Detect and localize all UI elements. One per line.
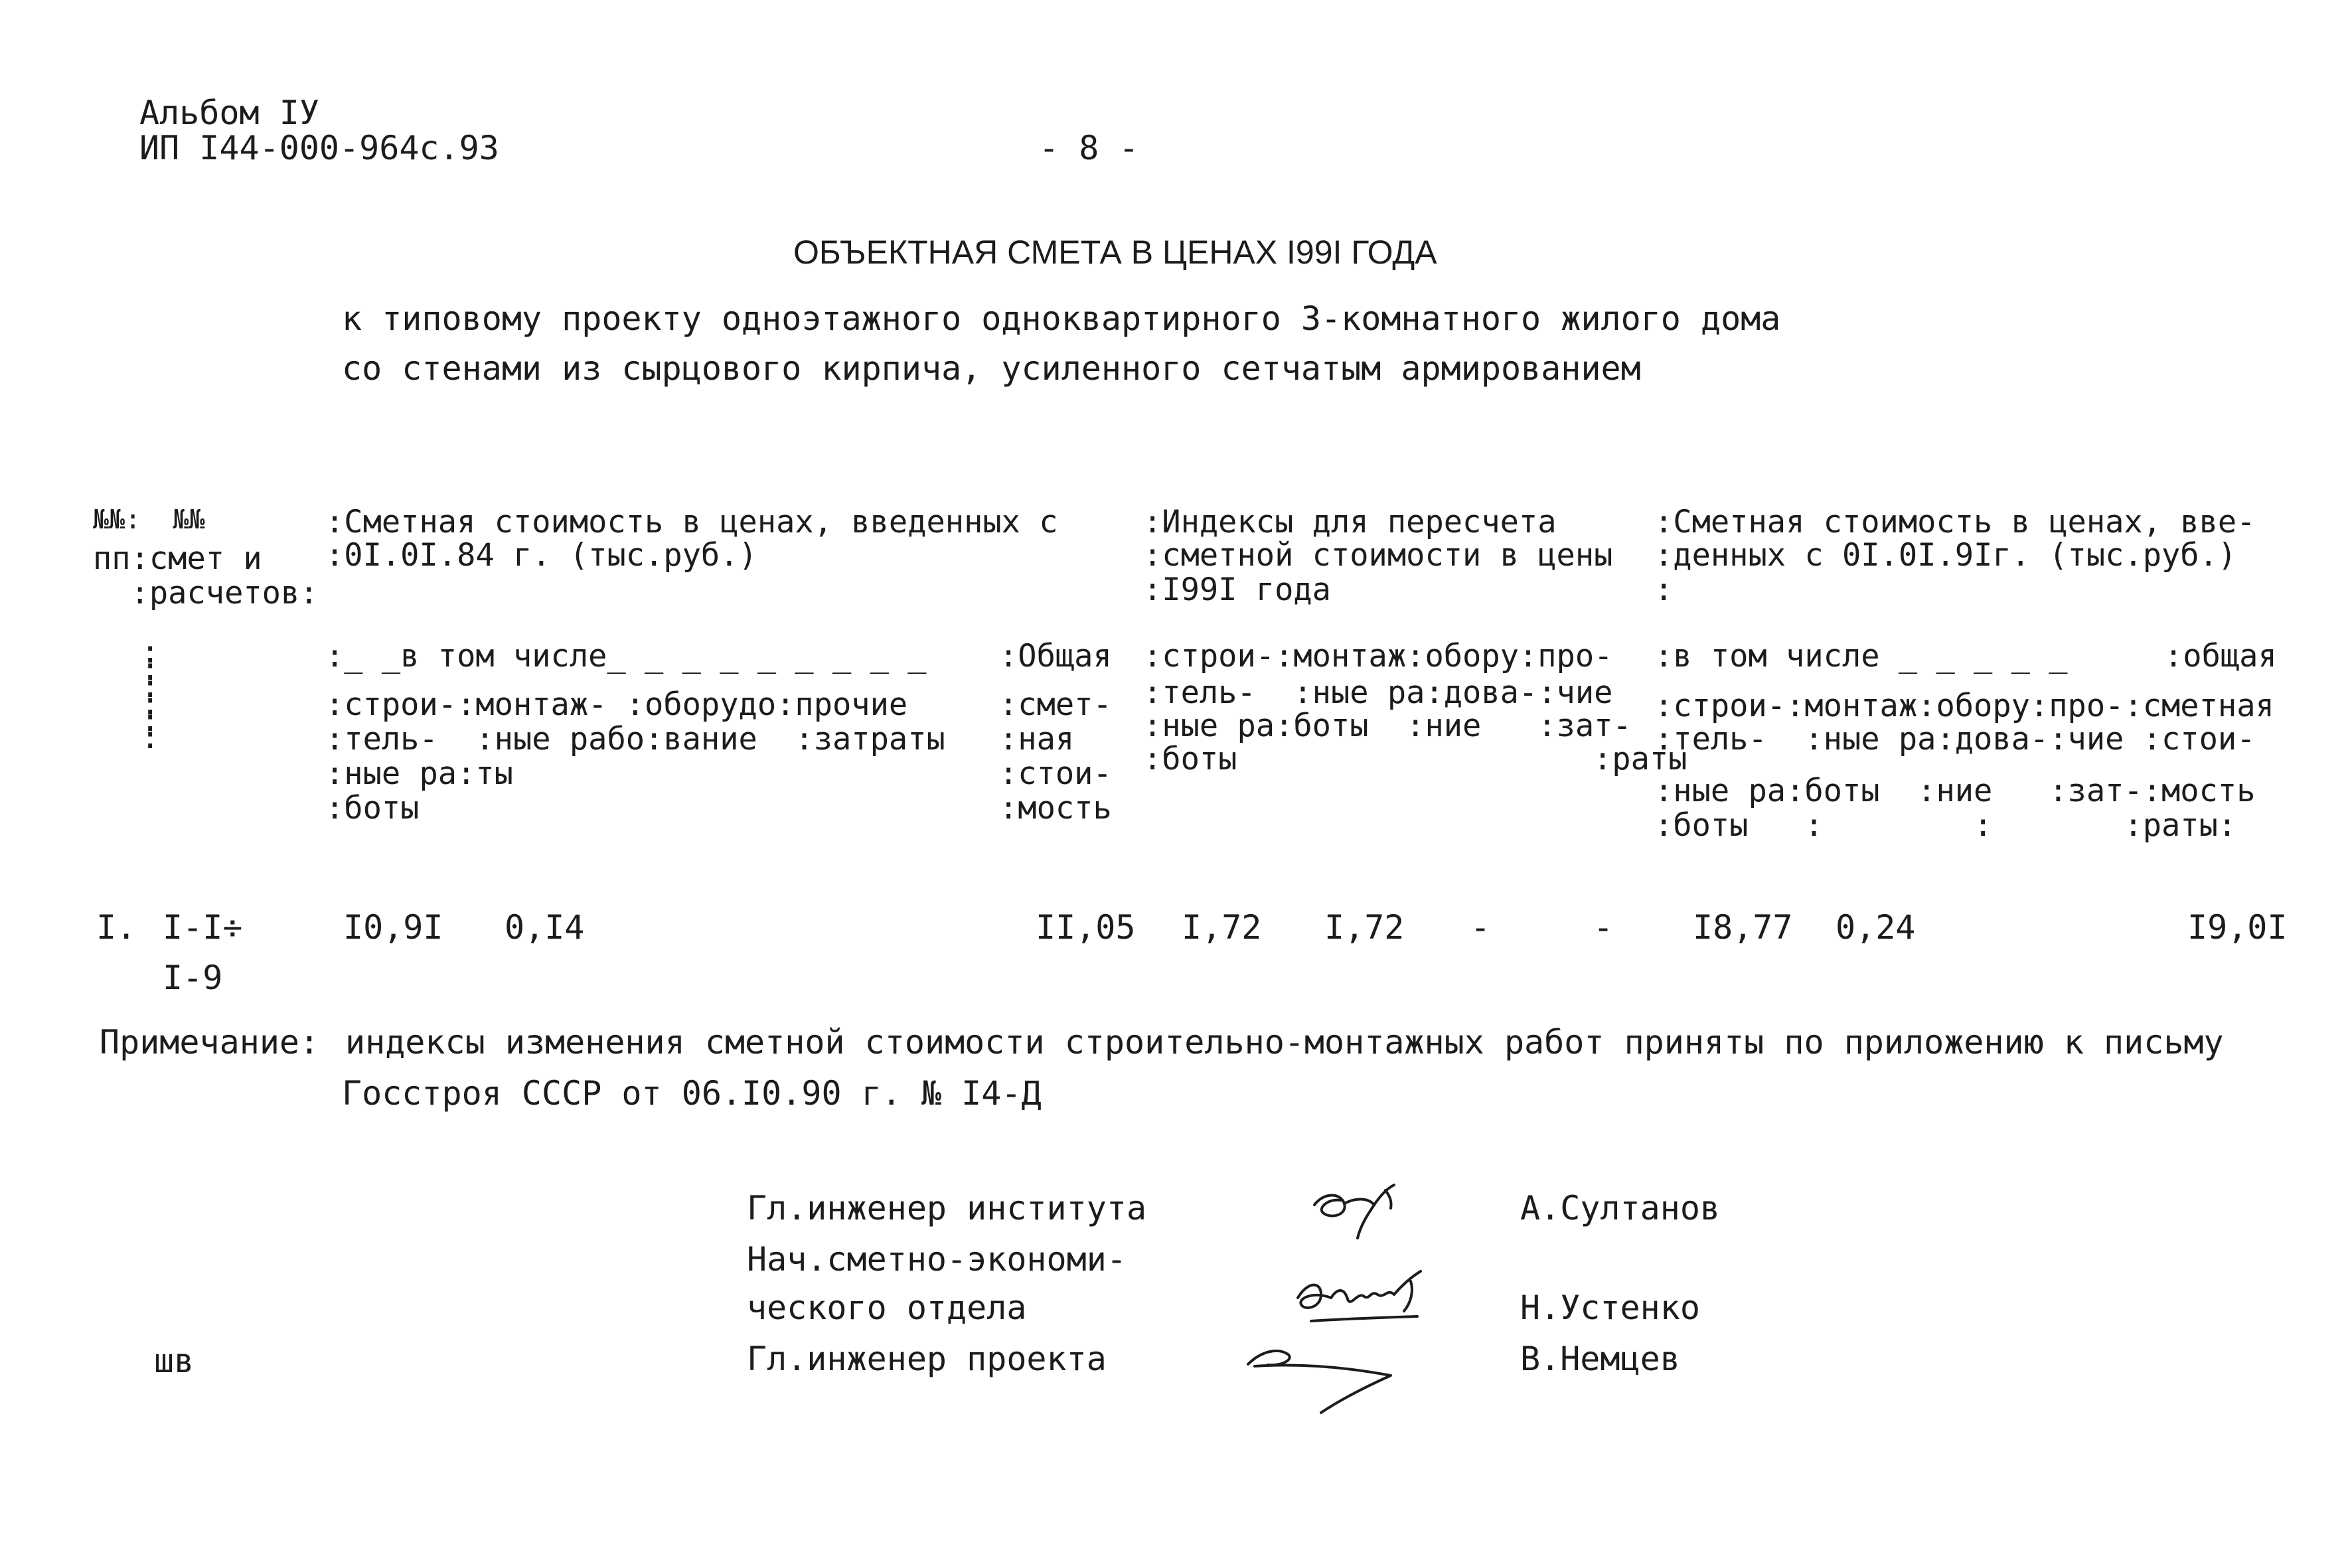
total-1984-l2: :смет- [999, 686, 1112, 723]
total-1984-l4: :стои- [999, 755, 1112, 792]
incl-1984-header: :_ _в том числе_ _ _ _ _ _ _ _ _ [325, 638, 927, 674]
total-1984-l5: :мость [999, 790, 1112, 826]
group-index-header-2: :сметной стоимости в цены [1143, 537, 1613, 574]
signer-role-2a: Нач.сметно-экономи- [747, 1240, 1127, 1279]
page-number: - 8 - [1039, 129, 1139, 167]
index-subcols-l3: :ные ра:боты :ние :зат- [1143, 708, 1632, 744]
row-number: I. [96, 908, 137, 947]
document-code: ИП I44-000-964с.93 [139, 129, 499, 167]
index-subcols-l1: :строи-:монтаж:обору:про- [1143, 638, 1613, 674]
group-1991-header-3: : [1654, 572, 1674, 608]
signature-3 [1241, 1334, 1467, 1434]
subcols-1984-l2: :тель- :ные рабо:вание :затраты [325, 721, 945, 757]
subcols-1991-l3: :ные ра:боты :ние :зат-:мость [1654, 773, 2256, 809]
group-1984-header-2: :0I.0I.84 г. (тыс.руб.) [325, 537, 757, 574]
album-label: Альбом IУ [139, 94, 319, 132]
total-1984-l3: :ная [999, 721, 1075, 757]
initials-mark: шв [154, 1342, 195, 1380]
col-calc-header-3: :расчетов: [93, 575, 319, 611]
col-separator-dots: : : : : : : [141, 634, 160, 757]
cell-1984-install: 0,I4 [505, 908, 585, 947]
signer-name-2: Н.Устенко [1520, 1289, 1700, 1327]
group-index-header-1: :Индексы для пересчета [1143, 504, 1557, 540]
note-label: Примечание: [100, 1023, 320, 1061]
signer-role-3: Гл.инженер проекта [747, 1340, 1107, 1378]
total-1991-l1: :общая [2164, 638, 2277, 674]
subcols-1984-l4: :боты [325, 790, 420, 826]
group-1984-header-1: :Сметная стоимость в ценах, введенных с [325, 504, 1058, 540]
cell-index-build: I,72 [1182, 908, 1262, 947]
signer-role-1: Гл.инженер института [747, 1189, 1147, 1227]
subcols-1991-l1: :строи-:монтаж:обору:про-:сметная [1654, 688, 2274, 724]
signer-role-2b: ческого отдела [747, 1289, 1027, 1327]
cell-1984-total: II,05 [1036, 908, 1136, 947]
signer-name-1: А.Султанов [1520, 1189, 1721, 1227]
index-subcols-l2: :тель- :ные ра:дова-:чие [1143, 674, 1613, 711]
subtitle-line-1: к типовому проекту одноэтажного одноквартирного 3-комнатного жилого дома [342, 299, 1781, 338]
col-calc-header-2: пп:смет и [93, 540, 262, 577]
cell-1991-total: I9,0I [2187, 908, 2288, 947]
group-1991-header-2: :денных с 0I.0I.9Iг. (тыс.руб.) [1654, 537, 2237, 574]
subcols-1984-l1: :строи-:монтаж- :оборудо:прочие [325, 686, 908, 723]
index-subcols-l4: :боты [1143, 741, 1237, 777]
row-calc-range-2: I-9 [163, 959, 223, 997]
index-subcols-l5: :раты [1593, 741, 1687, 777]
cell-index-other: - [1593, 908, 1614, 947]
incl-1991-header: :в том числе _ _ _ _ _ [1654, 638, 2068, 674]
group-index-header-3: :I99I года [1143, 572, 1331, 608]
col-number-header: №№: №№ [93, 505, 205, 535]
signature-1 [1304, 1178, 1424, 1258]
subcols-1991-l4: :боты : : :раты: [1654, 807, 2237, 844]
total-1984-l1: :Общая [999, 638, 1112, 674]
note-text-2: Госстроя СССР от 06.I0.90 г. № I4-Д [342, 1074, 1042, 1113]
subtitle-line-2: со стенами из сырцового кирпича, усиленного сетчатым армированием [342, 349, 1641, 388]
subcols-1991-l2: :тель- :ные ра:дова-:чие :стои- [1654, 721, 2256, 757]
cell-1991-build: I8,77 [1693, 908, 1793, 947]
group-1991-header-1: :Сметная стоимость в ценах, вве- [1654, 504, 2256, 540]
cell-index-install: I,72 [1324, 908, 1405, 947]
cell-1991-install: 0,24 [1836, 908, 1916, 947]
signer-name-3: В.Немцев [1520, 1340, 1680, 1378]
note-text-1: индексы изменения сметной стоимости строительно-монтажных работ приняты по приложению к письму [345, 1023, 2224, 1061]
cell-index-equip: - [1470, 908, 1491, 947]
document-title: ОБЪЕКТНАЯ СМЕТА В ЦЕНАХ I99I ГОДА [793, 234, 1437, 271]
signature-2 [1285, 1258, 1444, 1338]
cell-1984-build: I0,9I [343, 908, 443, 947]
row-calc-range-1: I-I÷ [163, 908, 243, 947]
subcols-1984-l3: :ные ра:ты [325, 755, 513, 792]
